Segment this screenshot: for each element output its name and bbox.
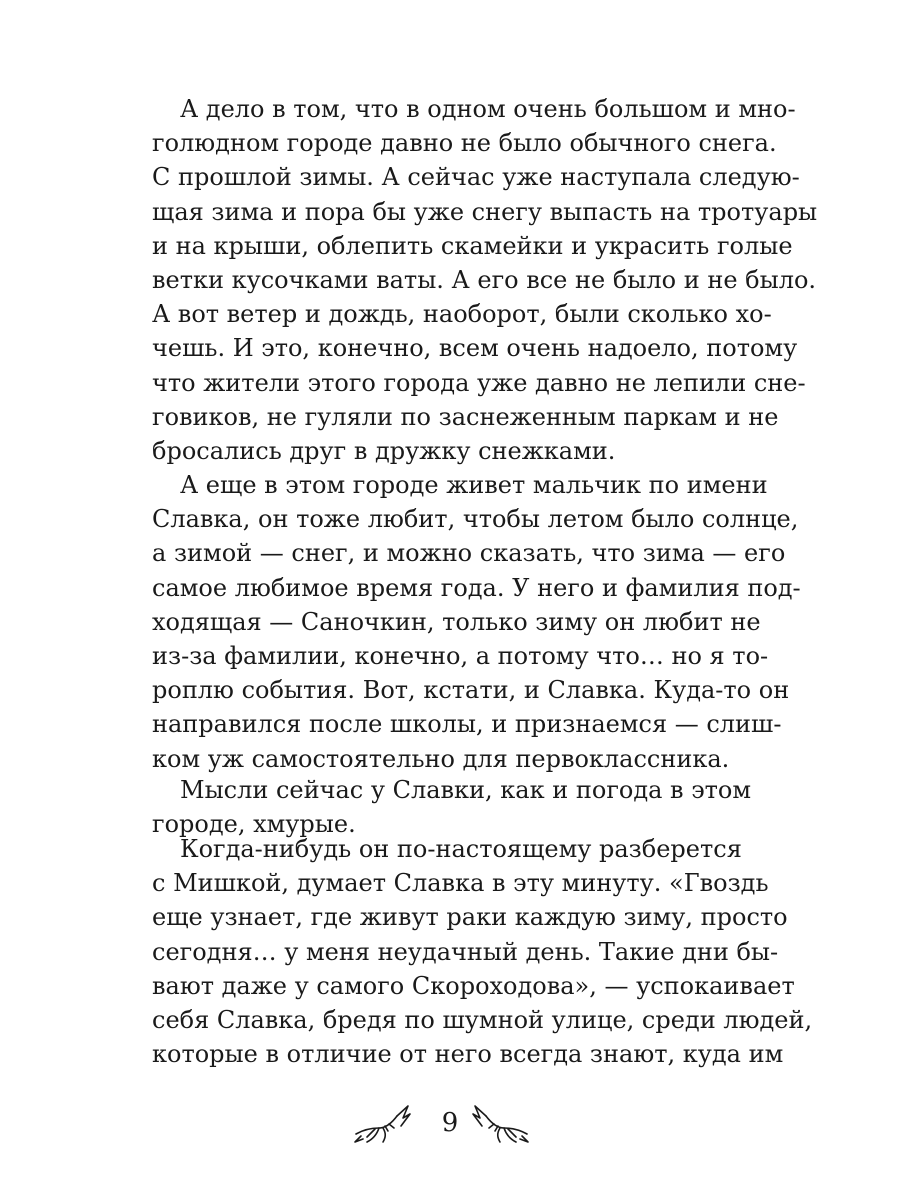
- text-line: вают даже у самого Скороходова», — успокаивает: [152, 971, 795, 1000]
- text-line: А еще в этом городе живет мальчик по имени: [180, 471, 768, 499]
- text-line: ветки кусочками ваты. А его все не было и не было.: [152, 265, 817, 294]
- text-line: а зимой — снег, и можно сказать, что зима — его: [152, 539, 786, 568]
- text-line: с Мишкой, думает Славка в эту минуту. «Гвоздь: [152, 869, 769, 898]
- text-line: бросались друг в дружку снежками.: [152, 436, 616, 465]
- text-line: и на крыши, облепить скамейки и украсить голые: [152, 231, 793, 260]
- text-line: ком уж самостоятельно для первоклассника.: [152, 744, 730, 773]
- text-line: роплю события. Вот, кстати, и Славка. Куда-то он: [152, 676, 790, 705]
- text-line: из-за фамилии, конечно, а потому что… но я то-: [152, 641, 769, 670]
- text-line: Славка, он тоже любит, чтобы летом было солнце,: [152, 505, 799, 534]
- text-line: говиков, не гуляли по заснеженным паркам и не: [152, 402, 779, 431]
- swallow-icon: [472, 1104, 530, 1146]
- text-line: А дело в том, что в одном очень большом и мно-: [180, 95, 796, 123]
- text-line: А вот ветер и дождь, наоборот, были сколько хо-: [152, 300, 772, 329]
- text-line: городе, хмурые.: [152, 810, 356, 839]
- text-line: ходящая — Саночкин, только зиму он любит не: [152, 607, 761, 636]
- text-line: себя Славка, бредя по шумной улице, среди людей,: [152, 1005, 813, 1034]
- page-footer: [0, 1100, 900, 1160]
- text-line: самое любимое время года. У него и фамилия под-: [152, 573, 801, 602]
- text-line: которые в отличие от него всегда знают, куда им: [152, 1040, 784, 1069]
- paragraph-4: [152, 832, 813, 1071]
- text-line: Когда-нибудь он по-настоящему разберется: [180, 835, 742, 863]
- text-line: направился после школы, и признаемся — слиш-: [152, 710, 782, 739]
- text-line: еще узнает, где живут раки каждую зиму, просто: [152, 903, 788, 932]
- text-line: что жители этого города уже давно не лепили сне-: [152, 368, 806, 397]
- paragraph-2: [152, 468, 801, 776]
- text-line: С прошлой зимы. А сейчас уже наступала следую-: [152, 163, 800, 192]
- text-line: сегодня… у меня неудачный день. Такие дни бы-: [152, 937, 779, 966]
- text-line: Мысли сейчас у Славки, как и погода в этом: [180, 776, 752, 804]
- paragraph-1: [152, 92, 818, 468]
- text-line: чешь. И это, конечно, всем очень надоело, потому: [152, 334, 798, 363]
- text-line: щая зима и пора бы уже снегу выпасть на тротуары: [152, 197, 818, 226]
- text-line: голюдном городе давно не было обычного снега.: [152, 129, 777, 158]
- page-number: 9: [441, 1108, 459, 1138]
